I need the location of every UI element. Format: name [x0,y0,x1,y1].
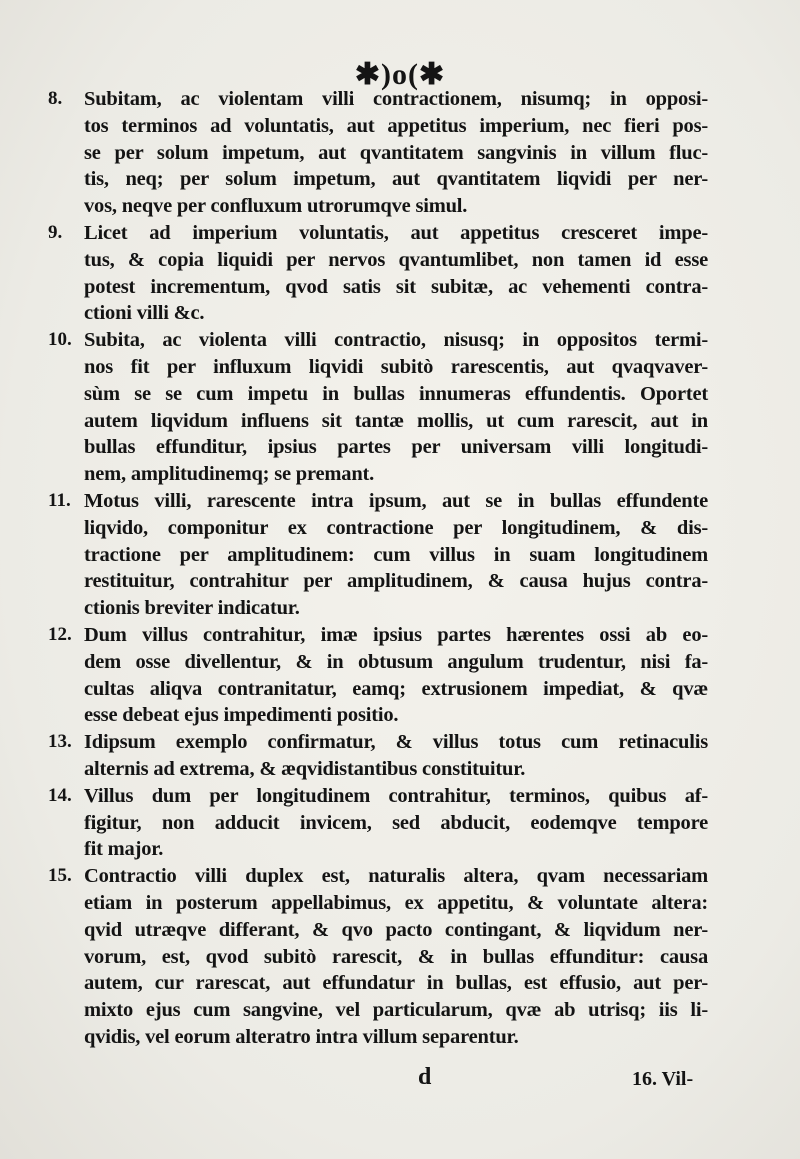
paragraph-number: 10. [48,329,72,351]
main-text [44,86,708,1051]
text-line: etiam in posterum appellabimus, ex appetitu, & voluntate altera: [84,891,708,914]
text-line: tractione per amplitudinem: cum villus in suam longitudinem [84,543,708,566]
text-line: ctioni villi &c. [84,302,205,325]
text-line: Idipsum exemplo confirmatur, & villus totus cum retinaculis [84,731,708,754]
paragraph-number: 9. [48,221,63,243]
text-line: nem, amplitudinemq; se premant. [84,463,375,486]
text-line: mixto ejus cum sangvine, vel particularum, qvæ ab utrisq; iis li- [84,999,708,1022]
text-line: Subitam, ac violentam villi contractionem, nisumq; in opposi- [84,88,708,110]
text-line: cultas aliqva contranitatur, eamq; extrusionem impediat, & qvæ [84,677,708,700]
text-line: Licet ad imperium voluntatis, aut appetitus cresceret impe- [84,221,708,244]
text-line: Subita, ac violenta villi contractio, nisusq; in oppositos termi- [84,329,708,352]
paragraph-number: 11. [48,489,71,511]
text-line: sùm se se cum impetu in bullas innumeras effundentis. Oportet [84,382,708,405]
numbered-paragraph [44,729,708,783]
text-line: autem liqvidum influens sit tantæ mollis, ut cum rarescit, aut in [84,409,708,432]
header-ornament: ✱)o(✱ [354,58,446,91]
signature-mark: d [418,1064,432,1090]
text-line: tos terminos ad voluntatis, aut appetitus imperium, nec fieri pos- [84,114,708,137]
paragraph-number: 15. [48,865,72,887]
paragraph-number: 8. [48,88,63,109]
text-line: Motus villi, rarescente intra ipsum, aut se in bullas effundente [84,489,708,512]
text-line: se per solum impetum, aut qvantitatem sangvinis in villum fluc- [84,141,708,164]
text-line: vorum, est, qvod subitò rarescit, & in bullas effunditur: causa [84,945,708,968]
numbered-paragraph [44,327,708,488]
text-line: Dum villus contrahitur, imæ ipsius partes hærentes ossi ab eo- [84,623,708,646]
text-line: autem, cur rarescat, aut effundatur in bullas, est effusio, aut per- [84,972,708,995]
catchword: 16. Vil- [632,1068,694,1090]
paragraph-number: 12. [48,623,72,645]
text-line: restituitur, contrahitur per amplitudinem, & causa hujus contra- [84,570,708,593]
text-line: ctionis breviter indicatur. [84,597,300,620]
text-line: qvid utræqve differant, & qvo pacto contingant, & liqvidum ner- [84,918,708,941]
text-line: esse debeat ejus impedimenti positio. [84,704,399,727]
numbered-paragraph [44,783,708,863]
text-line: tis, neq; per solum impetum, aut qvantitatem liqvidi per ner- [84,168,708,191]
page-footer [0,1064,800,1094]
text-line: vos, neqve per confluxum utrorumqve simul. [84,195,468,218]
text-line: nos fit per influxum liqvidi subitò rarescentis, aut qvaqvaver- [84,355,708,378]
text-line: alternis ad extrema, & æqvidistantibus constituitur. [84,757,526,780]
text-line: figitur, non adducit invicem, sed abducit, eodemqve tempore [84,811,708,834]
text-line: liqvido, componitur ex contractione per longitudinem, & dis- [84,516,708,539]
numbered-paragraph [44,863,708,1051]
numbered-paragraph [44,86,708,220]
text-line: Contractio villi duplex est, naturalis altera, qvam necessariam [84,865,708,888]
paragraph-number: 13. [48,731,72,753]
text-line: potest incrementum, qvod satis sit subitæ, ac vehementi contra- [84,275,708,298]
text-line: tus, & copia liquidi per nervos qvantumlibet, non tamen id esse [84,248,708,271]
text-line: dem osse divellentur, & in obtusum angulum trudentur, nisi fa- [84,650,708,673]
text-line: bullas effunditur, ipsius partes per universam villi longitudi- [84,436,708,459]
paragraph-number: 14. [48,784,72,806]
numbered-paragraph [44,220,708,327]
text-line: qvidis, vel eorum alteratro intra villum separentur. [84,1025,519,1048]
text-line: fit major. [84,838,164,861]
numbered-paragraph [44,622,708,729]
text-line: Villus dum per longitudinem contrahitur, terminos, quibus af- [84,784,708,807]
numbered-paragraph [44,488,708,622]
